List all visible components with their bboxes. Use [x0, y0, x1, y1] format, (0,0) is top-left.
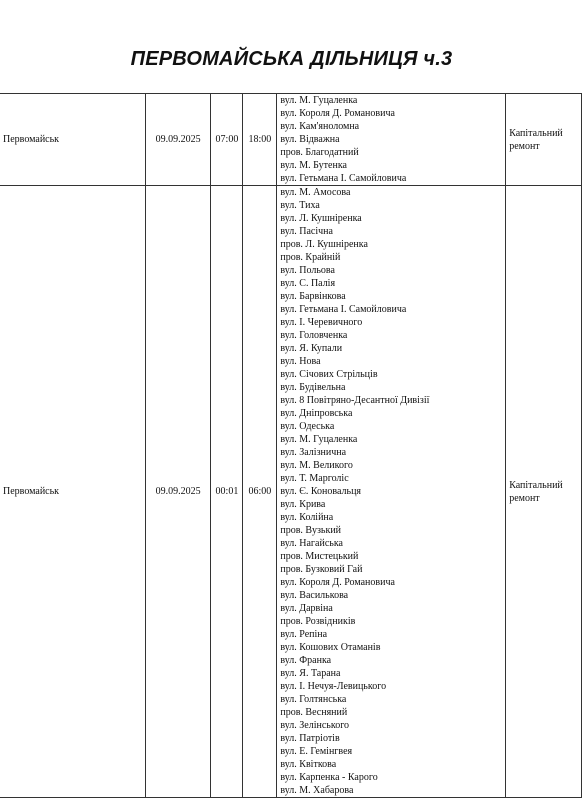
- street-item: вул. Я. Купали: [280, 343, 343, 354]
- street-item: вул. С. Палія: [280, 278, 336, 289]
- street-item: вул. Репіна: [280, 629, 328, 640]
- street-item: вул. Колійна: [280, 512, 334, 523]
- street-item: вул. Залізнична: [280, 447, 347, 458]
- street-item: пров. Мистецький: [280, 551, 359, 562]
- street-item: пров. Л. Кушніренка: [280, 239, 368, 250]
- street-item: пров. Бузковий Гай: [280, 564, 363, 575]
- street-item: вул. М. Бутенка: [280, 160, 347, 171]
- work-type-cell: Капітальний ремонт: [506, 94, 582, 186]
- street-item: пров. Вузький: [280, 525, 342, 536]
- street-item: вул. І. Нечуя-Левицького: [280, 681, 387, 692]
- street-item: вул. Зелінського: [280, 720, 350, 731]
- date-cell: 09.09.2025: [145, 94, 211, 186]
- street-item: вул. І. Черевичного: [280, 317, 363, 328]
- street-item: вул. Тиха: [280, 200, 320, 211]
- street-item: вул. Квіткова: [280, 759, 337, 770]
- street-item: вул. Нова: [280, 356, 321, 367]
- start-time-cell: 07:00: [211, 94, 243, 186]
- streets-cell: [277, 186, 506, 798]
- street-item: вул. Голтянська: [280, 694, 347, 705]
- street-item: вул. Я. Тарана: [280, 668, 341, 679]
- street-item: вул. Польова: [280, 265, 335, 276]
- table-row: [0, 94, 582, 186]
- street-item: пров. Весняний: [280, 707, 348, 718]
- street-item: вул. Василькова: [280, 590, 349, 601]
- street-item: вул. Барвінкова: [280, 291, 346, 302]
- start-time-cell: 00:01: [211, 186, 243, 798]
- street-item: вул. Патріотів: [280, 733, 340, 744]
- location-cell: Первомайськ: [0, 94, 145, 186]
- street-item: вул. Є. Коновальця: [280, 486, 362, 497]
- street-item: вул. Е. Гемінгвея: [280, 746, 353, 757]
- street-item: вул. 8 Повітряно-Десантної Дивізії: [280, 395, 430, 406]
- street-item: вул. Кам'яноломна: [280, 121, 360, 132]
- page-title: ПЕРВОМАЙСЬКА ДІЛЬНИЦЯ ч.3: [130, 48, 453, 70]
- street-item: пров. Розвідників: [280, 616, 356, 627]
- street-item: вул. Франка: [280, 655, 332, 666]
- street-item: вул. М. Амосова: [280, 187, 351, 198]
- street-item: пров. Крайній: [280, 252, 341, 263]
- street-item: вул. Головченка: [280, 330, 348, 341]
- street-item: вул. Кошових Отаманів: [280, 642, 381, 653]
- street-item: вул. Карпенка - Карого: [280, 772, 378, 783]
- street-item: пров. Благодатний: [280, 147, 359, 158]
- street-item: вул. М. Гуцаленка: [280, 434, 358, 445]
- street-item: вул. Крива: [280, 499, 326, 510]
- location-cell: Первомайськ: [0, 186, 145, 798]
- street-item: вул. М. Хабарова: [280, 785, 354, 796]
- street-item: вул. М. Гуцаленка: [280, 95, 358, 106]
- end-time-cell: 06:00: [243, 186, 277, 798]
- street-item: вул. Відважна: [280, 134, 340, 145]
- street-item: вул. Гетьмана І. Самойловича: [280, 173, 407, 184]
- street-item: вул. Короля Д. Романовича: [280, 577, 395, 588]
- street-item: вул. Л. Кушніренка: [280, 213, 362, 224]
- street-item: вул. Дарвіна: [280, 603, 333, 614]
- street-item: вул. Гетьмана І. Самойловича: [280, 304, 407, 315]
- end-time-cell: 18:00: [243, 94, 277, 186]
- street-item: вул. Короля Д. Романовича: [280, 108, 395, 119]
- street-item: вул. Дніпровська: [280, 408, 353, 419]
- street-item: вул. Пасічна: [280, 226, 333, 237]
- date-cell: 09.09.2025: [145, 186, 211, 798]
- street-item: вул. Одеська: [280, 421, 335, 432]
- street-item: вул. Будівельна: [280, 382, 346, 393]
- table-row: [0, 186, 582, 798]
- street-item: вул. М. Великого: [280, 460, 353, 471]
- streets-cell: [277, 94, 506, 186]
- work-type-cell: Капітальний ремонт: [506, 186, 582, 798]
- street-item: вул. Нагайська: [280, 538, 343, 549]
- outage-schedule-table: [0, 93, 582, 798]
- street-item: вул. Т. Марголіс: [280, 473, 349, 484]
- street-item: вул. Січових Стрільців: [280, 369, 378, 380]
